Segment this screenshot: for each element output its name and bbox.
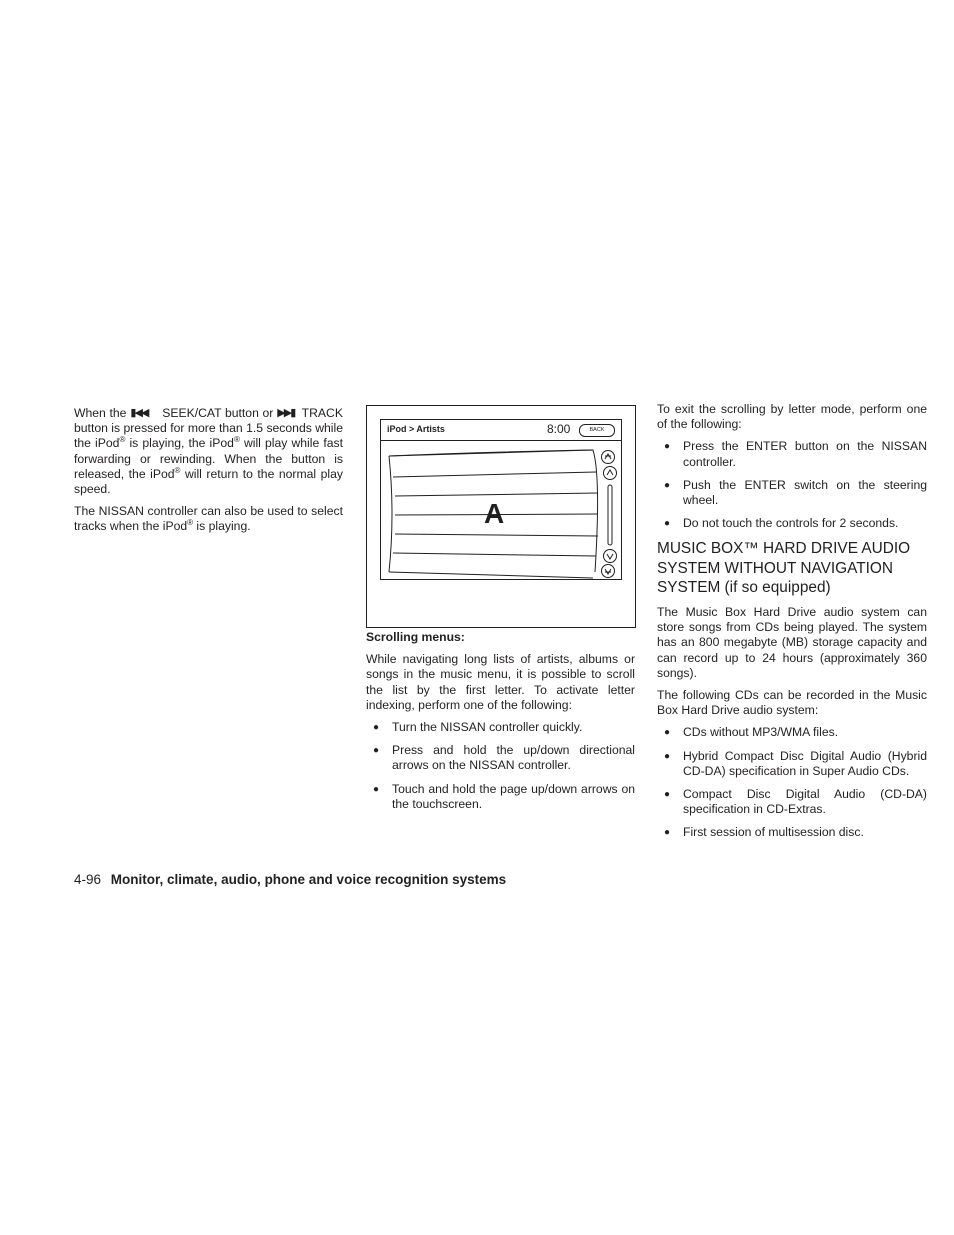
list-row: [395, 493, 598, 496]
paragraph-exit-scrolling: To exit the scrolling by letter mode, perform one of the following:: [657, 402, 927, 432]
right-column: [657, 402, 927, 849]
paragraph-seek-track: When the ▮◀◀ SEEK/CAT button or ▶▶▮ TRACK button is pressed for more than 1.5 seconds while the iPod® is playing, the iPod® will play while fast forwarding or rewinding. When the button is released, the iPod® will return to the normal play speed.: [74, 406, 344, 497]
list-item: ● CDs without MP3/WMA files.: [657, 725, 927, 740]
scroll-bar: [608, 485, 612, 545]
list-item: ● Do not touch the controls for 2 seconds.: [657, 516, 927, 531]
left-column: [74, 406, 343, 542]
bullet-list-exit: [657, 439, 927, 531]
page-down-icon: [602, 565, 615, 578]
bullet-list-activate: [366, 720, 635, 812]
list-row: [395, 534, 598, 536]
list-row: [389, 572, 593, 578]
list-item: ● Turn the NISSAN controller quickly.: [366, 720, 635, 735]
list-item: ● Touch and hold the page up/down arrows on the touchscreen.: [366, 782, 635, 812]
list-item: ● Press and hold the up/down directional arrows on the NISSAN controller.: [366, 743, 635, 773]
subheading-scrolling-menus: Scrolling menus:: [366, 630, 465, 644]
list-item: ● Compact Disc Digital Audio (CD-DA) specification in CD-Extras.: [657, 787, 927, 817]
page-footer: [74, 872, 506, 887]
section-heading: MUSIC BOX™ HARD DRIVE AUDIO SYSTEM WITHOUT NAVIGATION SYSTEM (if so equipped): [657, 540, 911, 597]
list-item: ● Push the ENTER switch on the steering wheel.: [657, 478, 927, 508]
paragraph-controller: The NISSAN controller can also be used to select tracks when the iPod® is playing.: [74, 504, 343, 534]
paragraph-recordable-cds: The following CDs can be recorded in the Music Box Hard Drive audio system:: [657, 687, 927, 718]
paragraph-letter-index: While navigating long lists of artists, albums or songs in the music menu, it is possible to scroll the list by the first letter. To activate letter indexing, perform one of the following:: [366, 652, 635, 712]
up-arrow-icon: [604, 467, 617, 480]
list-item: ● Hybrid Compact Disc Digital Audio (Hybrid CD-DA) specification in Super Audio CDs.: [657, 749, 927, 779]
down-arrow-icon: [604, 550, 617, 563]
page-up-icon: [602, 451, 615, 464]
middle-column: [366, 630, 635, 820]
list-row: [389, 450, 593, 456]
page-number: 4-96: [74, 872, 102, 887]
ipod-screen-figure: [366, 405, 636, 628]
skip-back-icon: ▮◀◀: [130, 407, 148, 419]
paragraph-music-box: The Music Box Hard Drive audio system can store songs from CDs being played. The system has an 800 megabyte (MB) storage capacity and can record up to 24 hours (approximately 360 songs).: [657, 604, 927, 680]
clock: 8:00: [547, 422, 571, 436]
chapter-title: Monitor, climate, audio, phone and voice recognition systems: [110, 872, 507, 887]
list-row: [393, 472, 596, 477]
display-screen: [380, 419, 622, 580]
breadcrumb: iPod > Artists: [387, 424, 445, 434]
bullet-list-cds: [657, 725, 927, 840]
skip-forward-icon: ▶▶▮: [277, 407, 295, 419]
index-letter: A: [484, 498, 505, 529]
back-button[interactable]: BACK: [579, 424, 615, 437]
list-row: [393, 553, 596, 556]
list-item: ● Press the ENTER button on the NISSAN controller.: [657, 439, 927, 469]
screen-header: [381, 420, 621, 440]
list-item: ● First session of multisession disc.: [657, 825, 927, 840]
list-row: [389, 456, 392, 572]
